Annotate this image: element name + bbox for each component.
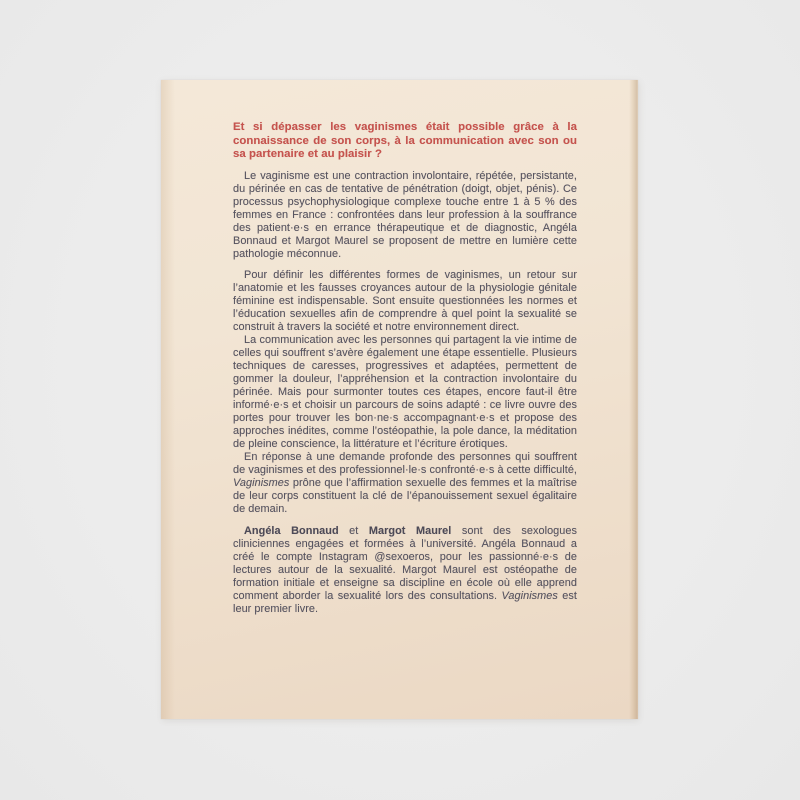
text-segment: et <box>338 524 369 537</box>
text-segment: Le vaginisme est une contraction involontaire, répétée, persistante, du périnée en cas de tentative de pénétration (doigt, objet, pénis). Ce processus psychophysiologique complexe touche entre 1 à 5 % des femmes en France : confrontées dans leur profession à la souffrance des patient·e·s en errance thérapeutique et de diagnostic, Angéla Bonnaud et Margot Maurel se proposent de mettre en lumière cette pathologie méconnue. <box>233 169 577 260</box>
paragraph-authors-bio <box>233 525 577 616</box>
text-segment: En réponse à une demande profonde des personnes qui souffrent de vaginismes et des professionnel·le·s confronté·e·s à cette difficulté, <box>233 450 577 476</box>
text-segment: La communication avec les personnes qui partagent la vie intime de celles qui souffrent s’avère également une étape essentielle. Plusieurs techniques de caresses, progressives et adaptées, permettent de gommer la douleur, l’appréhension et la contraction involontaire du périnée. Mais pour surmonter toutes ces étapes, encore faut-il être informé·e·s et choisir un parcours de soins adapté : ce livre ouvre des portes pour trouver les bon·ne·s accompagnant·e·s et propose des approches inédites, comme l’ostéopathie, la pole dance, la méditation de pleine conscience, la littérature et l’écriture érotiques. <box>233 333 577 450</box>
paragraph-synopsis-definition <box>233 170 577 261</box>
cover-text-block <box>233 121 577 616</box>
cover-paragraphs <box>233 170 577 616</box>
text-segment-bold: Angéla Bonnaud <box>244 524 339 537</box>
paragraph-synopsis-communication <box>233 334 577 451</box>
paragraph-synopsis-reponse <box>233 451 577 516</box>
text-segment: prône que l’affirmation sexuelle des femmes et la maîtrise de leur corps constituent la clé de l’épanouissement sexuel égalitaire de demain. <box>233 476 577 515</box>
text-segment: Pour définir les différentes formes de vaginismes, un retour sur l’anatomie et les fausses croyances autour de la physiologie génitale féminine est indispensable. Sont ensuite questionnées les normes et l’éducation sexuelles afin de comprendre à quel point la sexualité se construit à travers la société et notre environnement direct. <box>233 268 577 333</box>
cover-headline: Et si dépasser les vaginismes était possible grâce à la connaissance de son corps, à la communication avec son ou sa partenaire et au plaisir ? <box>233 121 577 160</box>
text-segment: sont des sexologues cliniciennes engagées et formées à l’université. Angéla Bonnaud a créé le compte Instagram @sexoeros, pour les passionné·e·s de lectures autour de la sexualité. Margot Maurel est ostéopathe de formation initiale et enseigne sa discipline en école où elle apprend comment aborder la sexualité lors des consultations. <box>233 524 577 602</box>
text-segment-bold: Margot Maurel <box>368 524 452 537</box>
text-segment-italic: Vaginismes <box>233 476 290 489</box>
paragraph-synopsis-anatomie <box>233 269 577 334</box>
text-segment-italic: Vaginismes <box>501 589 558 602</box>
text-segment: est leur premier livre. <box>233 589 577 615</box>
book-back-cover <box>161 80 638 719</box>
